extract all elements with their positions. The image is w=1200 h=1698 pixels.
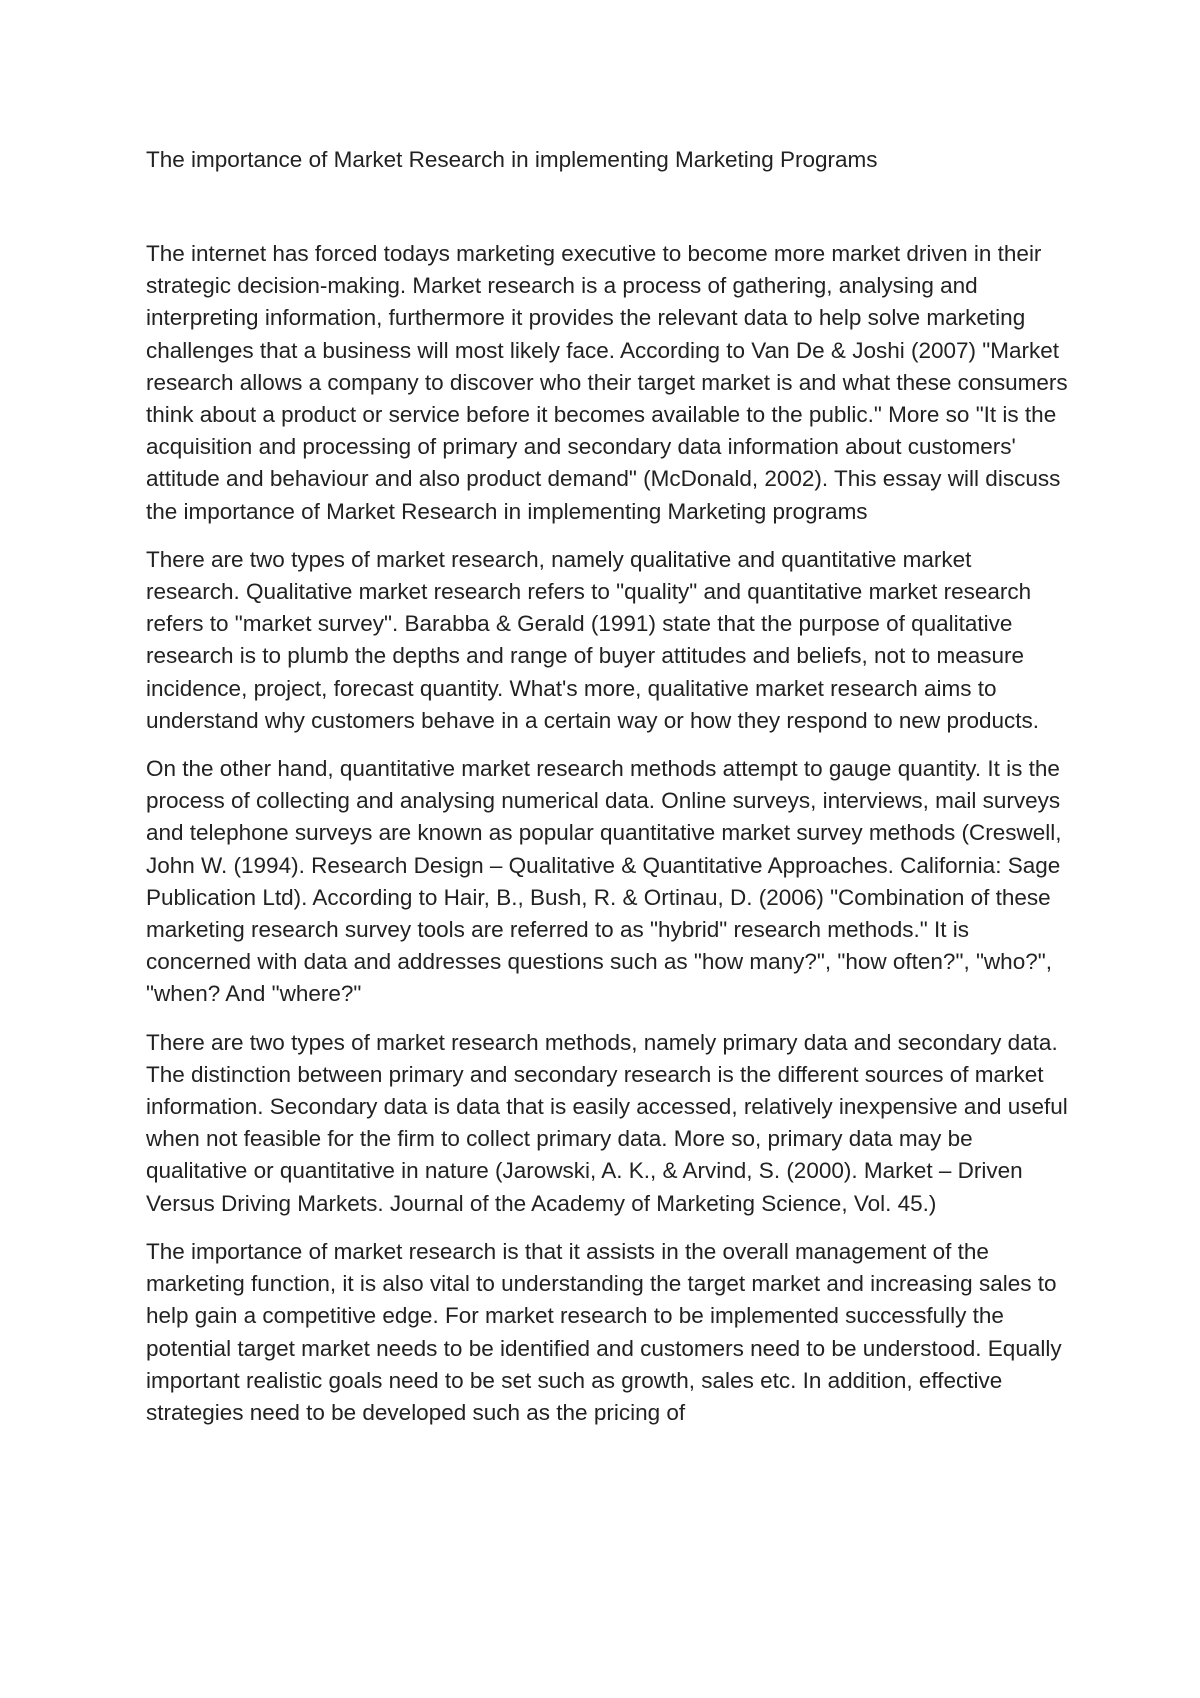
document-body bbox=[146, 238, 1068, 1445]
paragraph-importance: The importance of market research is that it assists in the overall management of the marketing function, it is also vital to understanding the target market and increasing sales to help gain a competitive edge. For market research to be implemented successfully the potential target market needs to be identified and customers need to be understood. Equally important realistic goals need to be set such as growth, sales etc. In addition, effective strategies need to be developed such as the pricing of bbox=[146, 1238, 1062, 1425]
paragraph-introduction: The internet has forced todays marketing executive to become more market driven in their strategic decision-making. Market research is a process of gathering, analysing and interpreting information, furthermore it provides the relevant data to help solve marketing challenges that a business will most likely face. According to Van De & Joshi (2007) "Market research allows a company to discover who their target market is and what these consumers think about a product or service before it becomes available to the public." More so "It is the acquisition and processing of primary and secondary data information about customers' attitude and behaviour and also product demand" (McDonald, 2002). This essay will discuss the importance of Market Research in implementing Marketing programs bbox=[146, 241, 1068, 524]
paragraph-primary-secondary-data: There are two types of market research methods, namely primary data and secondary data. The distinction between primary and secondary research is the different sources of market information. Secondary data is data that is easily accessed, relatively inexpensive and useful when not feasible for the firm to collect primary data. More so, primary data may be qualitative or quantitative in nature (Jarowski, A. K., & Arvind, S. (2000). Market – Driven Versus Driving Markets. Journal of the Academy of Marketing Science, Vol. 45.) bbox=[146, 1029, 1068, 1216]
paragraph-quantitative-research: On the other hand, quantitative market research methods attempt to gauge quantity. It is the process of collecting and analysing numerical data. Online surveys, interviews, mail surveys and telephone surveys are known as popular quantitative market survey methods (Creswell, John W. (1994). Research Design – Qualitative & Quantitative Approaches. California: Sage Publication Ltd). According to Hair, B., Bush, R. & Ortinau, D. (2006) "Combination of these marketing research survey tools are referred to as "hybrid" research methods." It is concerned with data and addresses questions such as "how many?", "how often?", "who?", "when? And "where?" bbox=[146, 756, 1062, 1007]
document-title: The importance of Market Research in implementing Marketing Programs bbox=[146, 147, 878, 172]
paragraph-types-of-research: There are two types of market research, namely qualitative and quantitative market research. Qualitative market research refers to "quality" and quantitative market research refers to "market survey". Barabba & Gerald (1991) state that the purpose of qualitative research is to plumb the depths and range of buyer attitudes and beliefs, not to measure incidence, project, forecast quantity. What's more, qualitative market research aims to understand why customers behave in a certain way or how they respond to new products. bbox=[146, 546, 1039, 733]
